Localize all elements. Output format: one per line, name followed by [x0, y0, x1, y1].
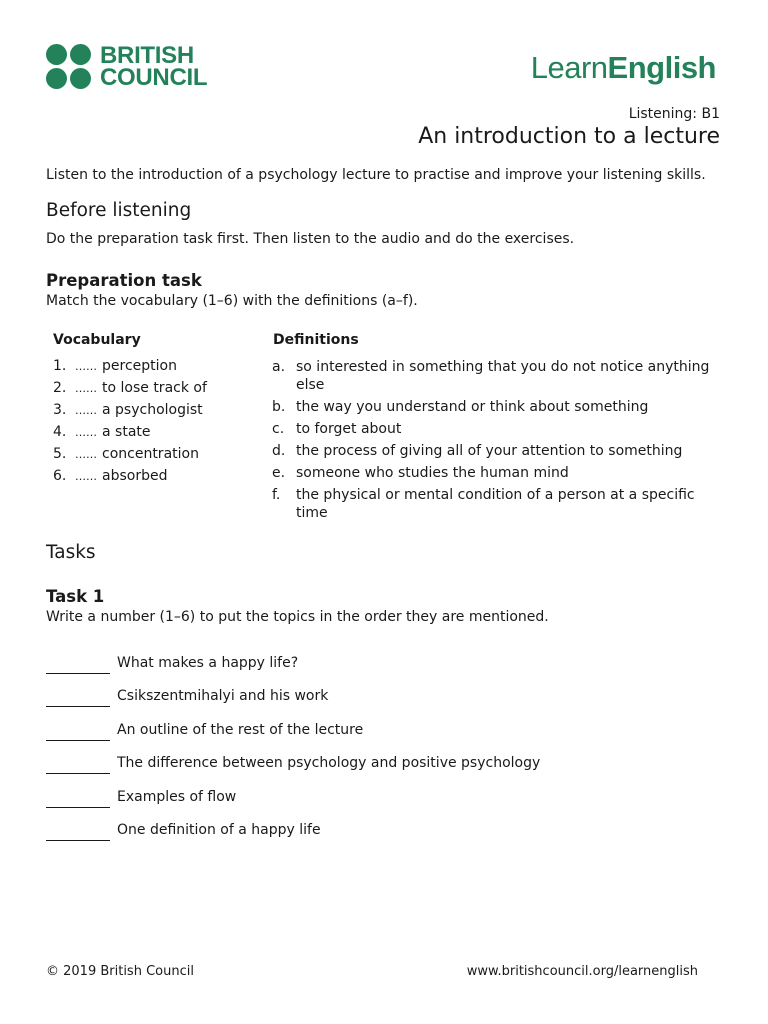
british-council-wordmark: BRITISH COUNCIL — [100, 41, 208, 91]
definition-item: e. someone who studies the human mind — [272, 465, 569, 481]
definition-item: a. so interested in something that you do not notice anything else — [272, 359, 710, 393]
footer-url[interactable]: www.britishcouncil.org/learnenglish — [466, 964, 698, 979]
footer-copyright: © 2019 British Council — [46, 964, 194, 979]
topic-item: Csikszentmihalyi and his work — [46, 674, 540, 707]
vocabulary-item: 5. …… concentration — [53, 446, 207, 468]
answer-blank: …… — [75, 426, 97, 439]
topic-item: What makes a happy life? — [46, 655, 540, 674]
preparation-task-heading: Preparation task — [46, 271, 202, 290]
page-title: An introduction to a lecture — [418, 124, 720, 149]
answer-blank: …… — [75, 404, 97, 417]
task1-instruction: Write a number (1–6) to put the topics in the order they are mentioned. — [46, 609, 549, 625]
definition-item: b. the way you understand or think about something — [272, 399, 649, 415]
vocabulary-item: 1. …… perception — [53, 358, 207, 380]
answer-line[interactable] — [46, 723, 110, 741]
definition-item: f. the physical or mental condition of a person at a specific time — [272, 487, 695, 521]
vocabulary-item: 2. …… to lose track of — [53, 380, 207, 402]
answer-line[interactable] — [46, 823, 110, 841]
answer-line[interactable] — [46, 790, 110, 808]
preparation-instruction: Match the vocabulary (1–6) with the definitions (a–f). — [46, 293, 418, 309]
task1-heading: Task 1 — [46, 587, 105, 606]
british-council-dots-icon — [46, 44, 91, 89]
answer-blank: …… — [75, 470, 97, 483]
answer-blank: …… — [75, 448, 97, 461]
level-label: Listening: B1 — [628, 106, 720, 122]
topic-item: Examples of flow — [46, 774, 540, 807]
answer-line[interactable] — [46, 756, 110, 774]
tasks-heading: Tasks — [46, 542, 96, 563]
task1-topic-list — [46, 655, 540, 841]
vocabulary-header: Vocabulary — [53, 332, 141, 348]
topic-item: The difference between psychology and positive psychology — [46, 741, 540, 774]
definition-item: c. to forget about — [272, 421, 402, 437]
learnenglish-logo: LearnEnglish — [530, 50, 716, 85]
topic-item: An outline of the rest of the lecture — [46, 707, 540, 740]
vocabulary-item: 6. …… absorbed — [53, 468, 207, 490]
definition-item: d. the process of giving all of your attention to something — [272, 443, 683, 459]
topic-item: One definition of a happy life — [46, 808, 540, 841]
answer-blank: …… — [75, 360, 97, 373]
british-council-logo — [46, 41, 208, 91]
vocabulary-item: 4. …… a state — [53, 424, 207, 446]
intro-text: Listen to the introduction of a psychology lecture to practise and improve your listening skills. — [46, 167, 706, 183]
definitions-header: Definitions — [273, 332, 359, 348]
answer-blank: …… — [75, 382, 97, 395]
before-listening-heading: Before listening — [46, 200, 192, 221]
vocabulary-item: 3. …… a psychologist — [53, 402, 207, 424]
definitions-list — [272, 358, 712, 526]
answer-line[interactable] — [46, 689, 110, 707]
answer-line[interactable] — [46, 656, 110, 674]
vocabulary-list — [53, 358, 207, 490]
before-listening-text: Do the preparation task first. Then listen to the audio and do the exercises. — [46, 231, 575, 247]
